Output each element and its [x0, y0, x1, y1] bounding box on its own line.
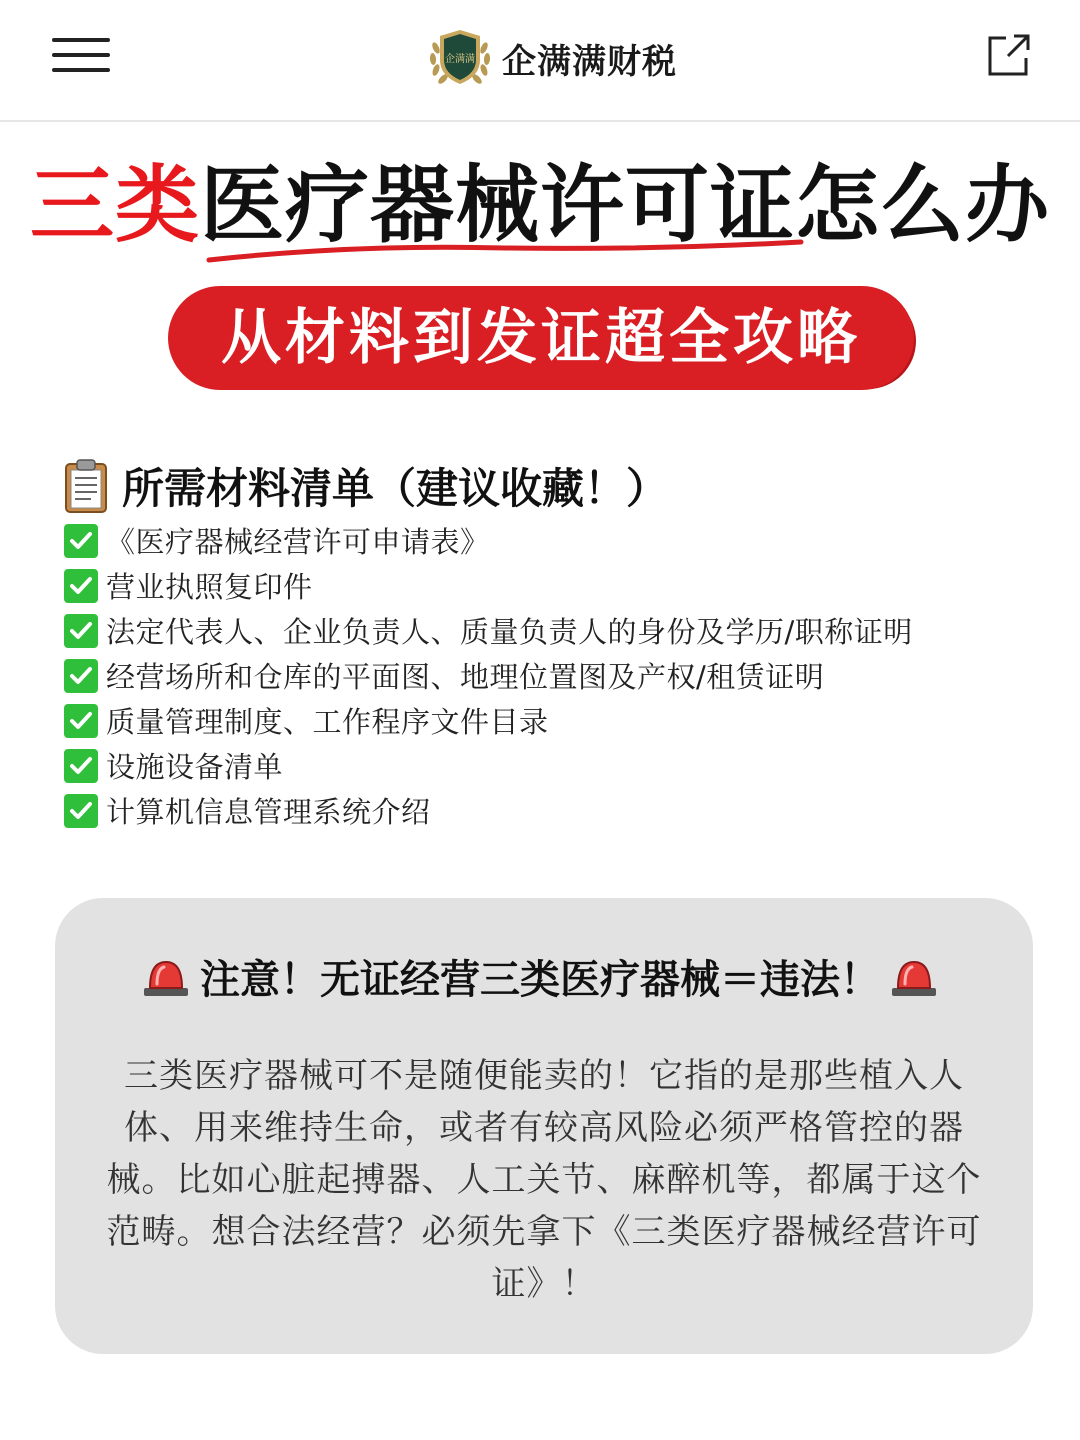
green-check-icon: [64, 704, 98, 738]
siren-icon: [142, 954, 190, 998]
green-check-icon: [64, 659, 98, 693]
share-external-icon[interactable]: [984, 32, 1032, 80]
green-check-icon: [64, 524, 98, 558]
checklist-item-text: 营业执照复印件: [106, 570, 313, 604]
checklist-item: [64, 698, 913, 743]
green-check-icon: [64, 749, 98, 783]
checklist-item-text: 法定代表人、企业负责人、质量负责人的身份及学历/职称证明: [106, 615, 913, 649]
checklist-item: [64, 518, 913, 563]
checklist-item: [64, 788, 913, 833]
checklist-item-text: 《医疗器械经营许可申请表》: [106, 525, 490, 559]
brand-logo-text: 企满满: [445, 54, 475, 65]
warning-header: [0, 946, 1080, 1006]
warning-title: 注意！无证经营三类医疗器械＝违法！: [200, 956, 880, 1003]
checklist-items: [64, 518, 913, 833]
checklist-item-text: 质量管理制度、工作程序文件目录: [106, 705, 549, 739]
checklist-item: [64, 743, 913, 788]
checklist-item: [64, 563, 913, 608]
brand-name: 企满满财税: [502, 41, 677, 82]
green-check-icon: [64, 794, 98, 828]
warning-body: 三类医疗器械可不是随便能卖的！它指的是那些植入人体、用来维持生命，或者有较高风险必须严格管控的器械。比如心脏起搏器、人工关节、麻醉机等，都属于这个范畴。想合法经营？必须先拿下《三类医疗器械经营许可证》！: [106, 1056, 982, 1304]
subtitle-text: 从材料到发证超全攻略: [221, 303, 861, 373]
checklist-item: [64, 653, 913, 698]
checklist-item: [64, 608, 913, 653]
brand[interactable]: [426, 26, 677, 90]
checklist-title: 所需材料清单（建议收藏！）: [122, 464, 669, 513]
top-bar: [0, 0, 1080, 122]
green-check-icon: [64, 614, 98, 648]
title-underline-swoosh: [205, 238, 805, 268]
clipboard-icon: [62, 458, 110, 514]
checklist-item-text: 设施设备清单: [106, 750, 284, 784]
siren-icon: [890, 954, 938, 998]
brand-logo-icon: [426, 26, 494, 90]
checklist-item-text: 经营场所和仓库的平面图、地理位置图及产权/租赁证明: [106, 660, 825, 694]
checklist-header: [62, 456, 668, 516]
hamburger-menu-icon[interactable]: [52, 36, 112, 76]
page-title-main: 医疗器械许可证怎么办: [200, 156, 1051, 254]
checklist-item-text: 计算机信息管理系统介绍: [106, 795, 431, 829]
page-title-highlight: 三类: [29, 156, 200, 254]
green-check-icon: [64, 569, 98, 603]
